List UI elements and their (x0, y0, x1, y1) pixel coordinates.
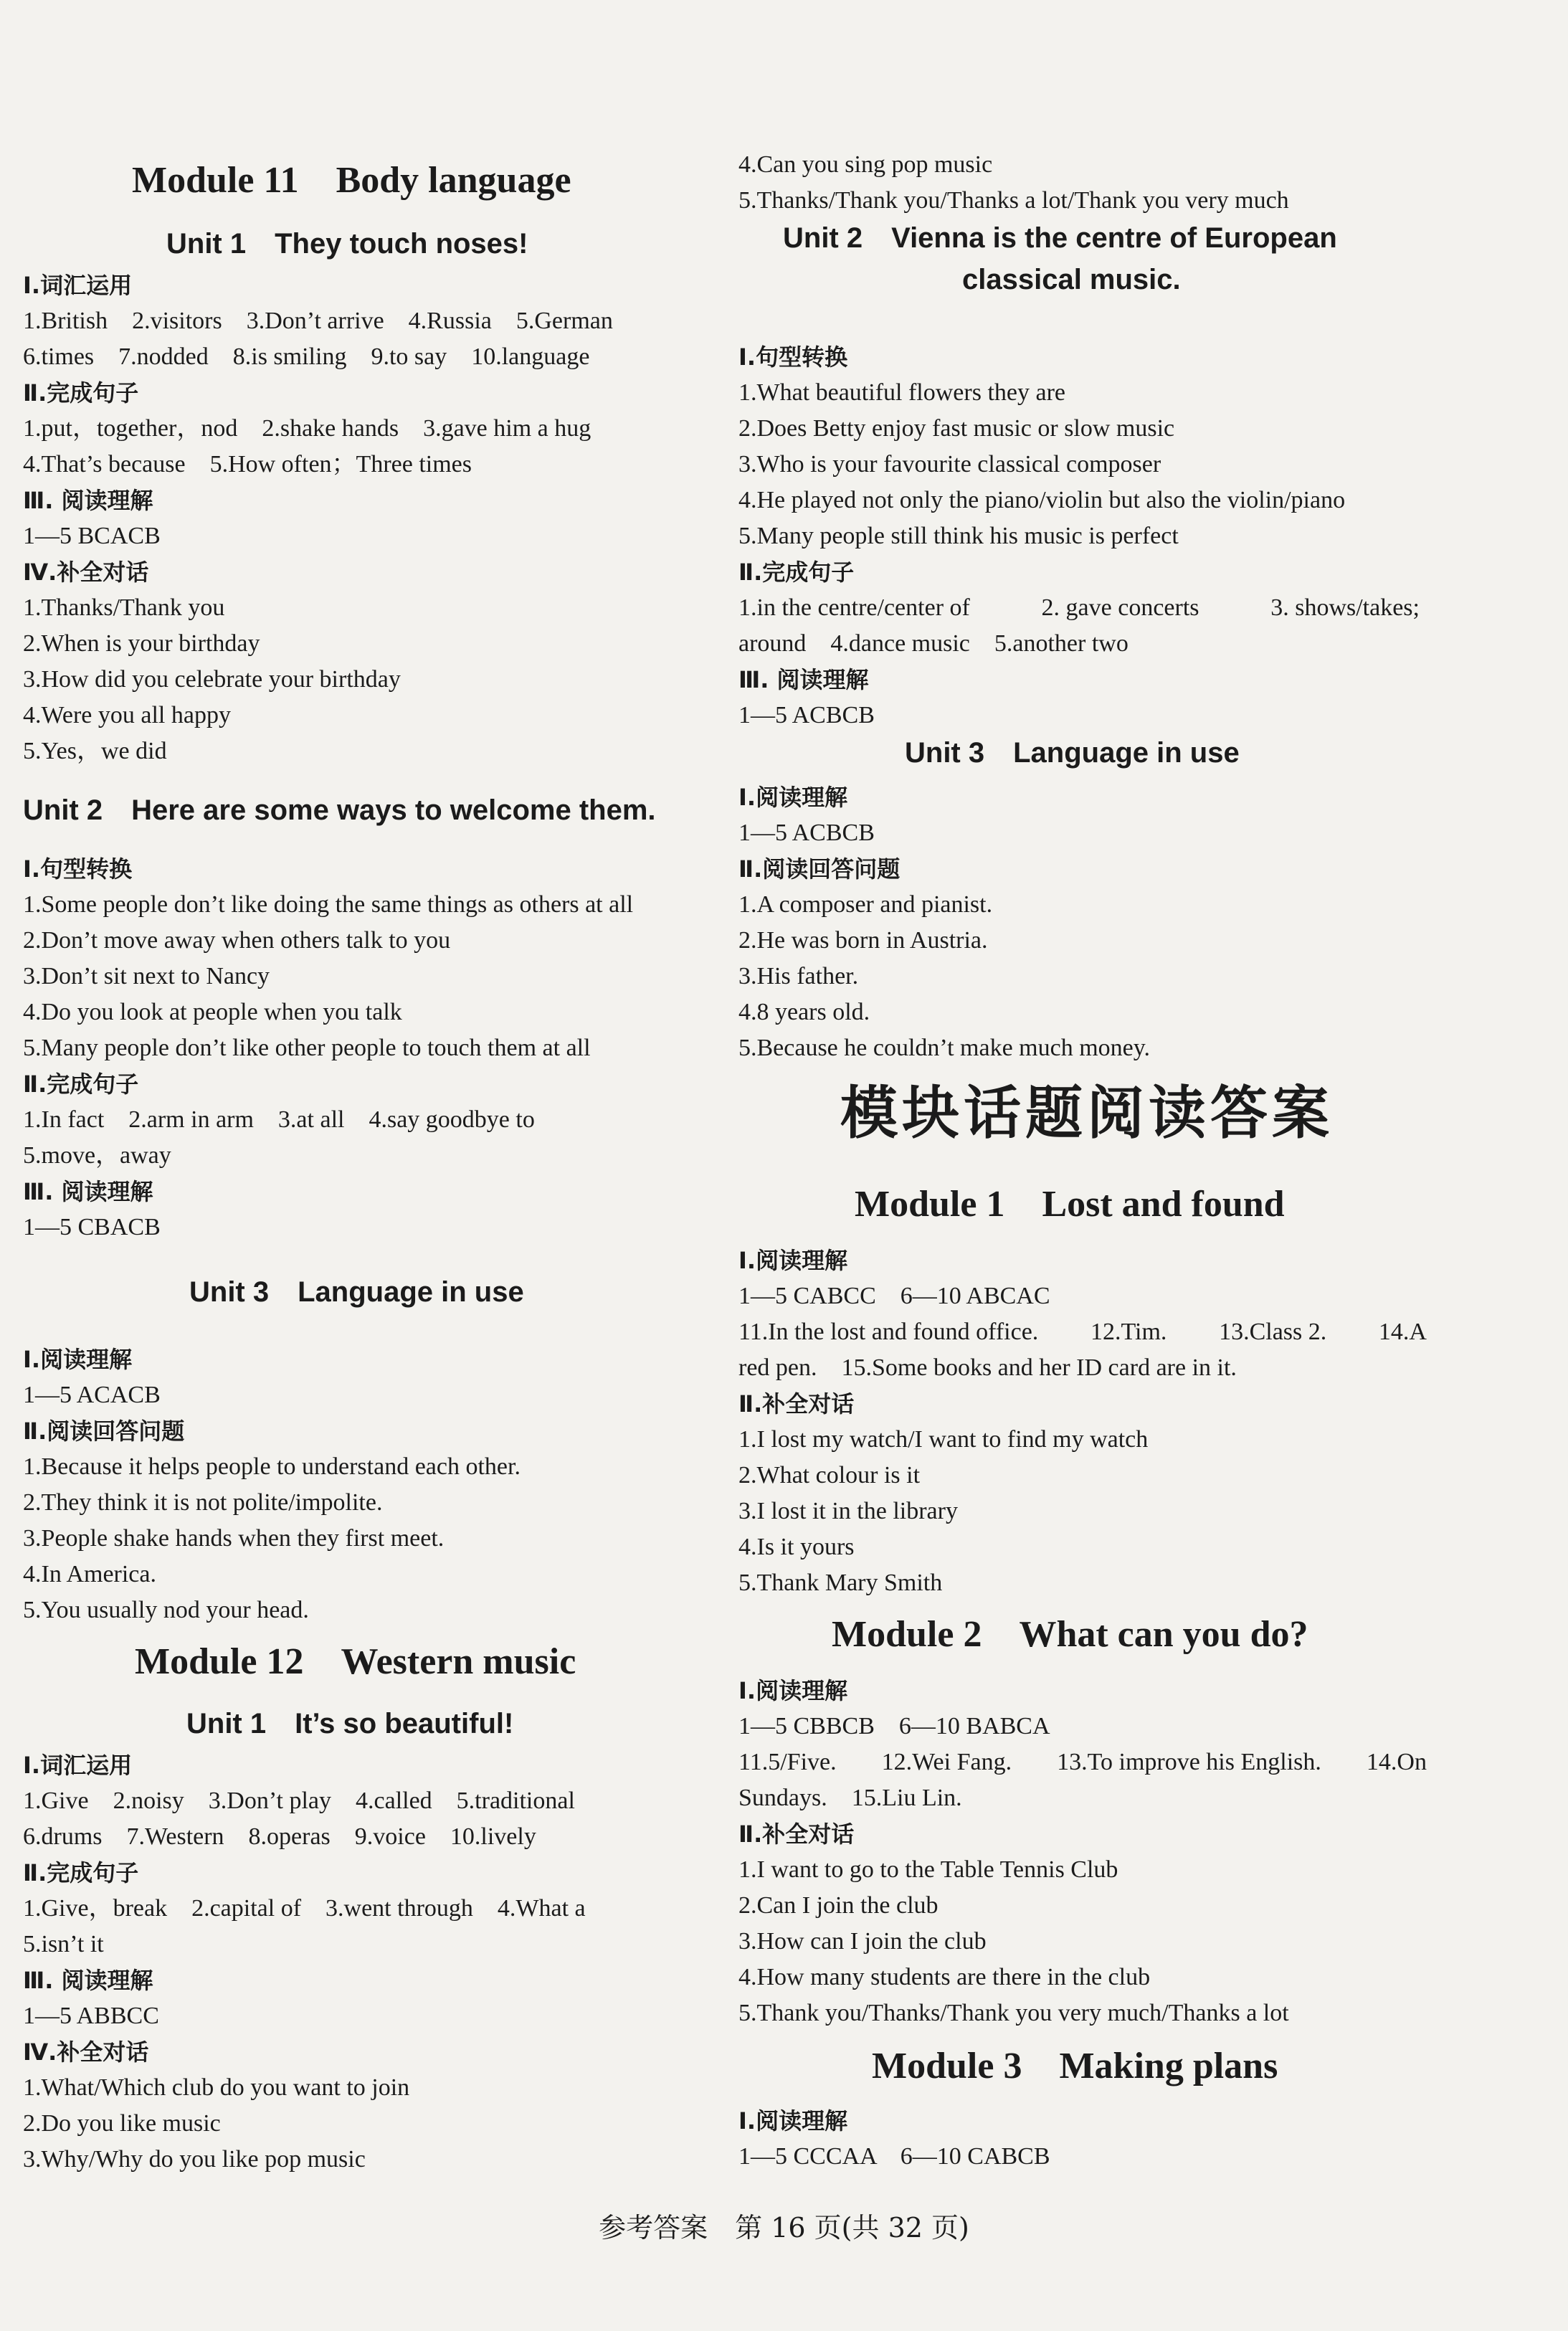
answer-item: 2. gave concerts (1041, 594, 1199, 621)
section-heading: Ⅲ. 阅读理解 (738, 666, 869, 693)
answer-line: 1.I want to go to the Table Tennis Club (738, 1856, 1118, 1883)
section-heading: Ⅱ.补全对话 (738, 1390, 855, 1418)
unit-title: Unit 1 It’s so beautiful! (186, 1708, 514, 1739)
answer-line: 2.When is your birthday (23, 630, 260, 657)
section-heading: Ⅲ. 阅读理解 (23, 1967, 153, 1994)
answer-item: 12.Wei Fang. (881, 1749, 1012, 1775)
answer-line: 1—5 CCCAA 6—10 CABCB (738, 2143, 1050, 2170)
unit-title: Unit 2 Vienna is the centre of European (783, 222, 1337, 254)
answer-line: 5.Thanks/Thank you/Thanks a lot/Thank you very much (738, 187, 1289, 214)
answer-line: 1.put，together，nod 2.shake hands 3.gave him a hug (23, 415, 591, 442)
section-heading: Ⅰ.句型转换 (738, 343, 848, 371)
answer-line: 3.Don’t sit next to Nancy (23, 963, 270, 989)
answer-line: 1—5 CABCC 6—10 ABCAC (738, 1283, 1050, 1309)
answer-line: 1.I lost my watch/I want to find my watch (738, 1426, 1149, 1453)
unit-title: Unit 1 They touch noses! (166, 228, 528, 260)
answer-item: 14.A (1378, 1319, 1427, 1345)
answer-line: 3.How did you celebrate your birthday (23, 666, 401, 693)
unit-title-continued: classical music. (962, 264, 1181, 295)
module-title: Module 2 What can you do? (832, 1614, 1308, 1655)
answer-line: 3.Who is your favourite classical composer (738, 451, 1161, 478)
answer-line: 1—5 BCACB (23, 523, 161, 549)
section-heading: Ⅳ.补全对话 (23, 559, 149, 586)
answer-item: 14.On (1366, 1749, 1427, 1775)
answer-line: 5.isn’t it (23, 1931, 104, 1957)
answer-line: 6.times 7.nodded 8.is smiling 9.to say 10.language (23, 343, 590, 370)
answer-line: 1.In fact 2.arm in arm 3.at all 4.say goodbye to (23, 1106, 535, 1133)
answer-line: 5.Thank you/Thanks/Thank you very much/Thanks a lot (738, 2000, 1289, 2026)
section-heading: Ⅲ. 阅读理解 (23, 487, 153, 514)
module-title: Module 12 Western music (135, 1641, 576, 1682)
answer-line: 5.Thank Mary Smith (738, 1570, 943, 1596)
module-title: Module 1 Lost and found (855, 1184, 1285, 1225)
answer-item: 11.5/Five. (738, 1749, 837, 1775)
answer-line (738, 1748, 1427, 1777)
section-heading: Ⅰ.词汇运用 (23, 1752, 133, 1779)
answer-line: 5.Many people don’t like other people to touch them at all (23, 1035, 591, 1061)
answer-line (738, 1318, 1427, 1347)
answer-line: around 4.dance music 5.another two (738, 630, 1129, 657)
section-heading: Ⅰ.阅读理解 (23, 1346, 133, 1373)
answer-line: 3.I lost it in the library (738, 1498, 958, 1524)
section-heading: Ⅰ.阅读理解 (738, 784, 848, 811)
answer-line: 4.Were you all happy (23, 702, 231, 728)
answer-line: 1—5 CBBCB 6—10 BABCA (738, 1713, 1050, 1739)
section-heading: Ⅱ.阅读回答问题 (23, 1418, 185, 1445)
page-footer: 参考答案 第 16 页(共 32 页) (599, 2212, 969, 2244)
answer-line: 1.Because it helps people to understand each other. (23, 1453, 521, 1480)
answer-line: 6.drums 7.Western 8.operas 9.voice 10.lively (23, 1823, 536, 1850)
answer-line: 5.You usually nod your head. (23, 1597, 309, 1623)
section-heading: Ⅰ.词汇运用 (23, 272, 133, 299)
answer-line: 3.Why/Why do you like pop music (23, 2146, 366, 2173)
module-title: Module 3 Making plans (872, 2046, 1278, 2086)
answer-line: 2.Does Betty enjoy fast music or slow music (738, 415, 1175, 442)
answer-line: 5.Many people still think his music is perfect (738, 523, 1179, 549)
answer-item: 11.In the lost and found office. (738, 1319, 1039, 1345)
answer-item: 3. shows/takes; (1270, 594, 1420, 621)
answer-line: 4.Is it yours (738, 1534, 855, 1560)
answer-line: 3.People shake hands when they first meet. (23, 1525, 445, 1552)
section-heading: Ⅱ.完成句子 (23, 1859, 139, 1886)
section-heading: Ⅰ.阅读理解 (738, 2107, 848, 2135)
answer-line: 1.Give，break 2.capital of 3.went through 4.What a (23, 1895, 586, 1922)
answer-line: 4.8 years old. (738, 999, 870, 1025)
answer-line: 4.Do you look at people when you talk (23, 999, 402, 1025)
answer-line: 5.Because he couldn’t make much money. (738, 1035, 1151, 1061)
section-heading: Ⅱ.完成句子 (23, 379, 139, 407)
answer-line: 1.Some people don’t like doing the same things as others at all (23, 891, 634, 918)
answer-item: 13.To improve his English. (1057, 1749, 1321, 1775)
answer-line: 1.A composer and pianist. (738, 891, 993, 918)
answer-item: 13.Class 2. (1219, 1319, 1327, 1345)
answer-line: 1—5 CBACB (23, 1214, 161, 1240)
answer-line: 5.move，away (23, 1142, 171, 1169)
unit-title: Unit 2 Here are some ways to welcome them. (23, 794, 656, 826)
module-title: Module 11 Body language (132, 160, 571, 201)
answer-line: 4.How many students are there in the club (738, 1964, 1151, 1990)
answer-line: 1.British 2.visitors 3.Don’t arrive 4.Russia 5.German (23, 308, 613, 334)
section-heading: Ⅰ.句型转换 (23, 855, 133, 883)
unit-title: Unit 3 Language in use (905, 737, 1240, 769)
answer-line: 4.That’s because 5.How often；Three times (23, 451, 472, 478)
section-heading: Ⅱ.补全对话 (738, 1820, 855, 1848)
answer-line: 2.What colour is it (738, 1462, 921, 1489)
answer-line: 2.Do you like music (23, 2110, 221, 2137)
answer-line: 3.His father. (738, 963, 859, 989)
answer-line: Sundays. 15.Liu Lin. (738, 1785, 962, 1811)
answer-line: 3.How can I join the club (738, 1928, 987, 1955)
answer-line: 4.In America. (23, 1561, 156, 1587)
answer-line: 2.He was born in Austria. (738, 927, 988, 954)
answer-line: 2.Don’t move away when others talk to you (23, 927, 451, 954)
section-heading: Ⅲ. 阅读理解 (23, 1178, 153, 1205)
answer-line: 2.Can I join the club (738, 1892, 939, 1919)
unit-title: Unit 3 Language in use (189, 1276, 524, 1308)
answer-line: 1—5 ACBCB (738, 702, 875, 728)
section-heading: Ⅰ.阅读理解 (738, 1247, 848, 1274)
answer-line: 4.Can you sing pop music (738, 151, 993, 178)
answer-line: 1—5 ACACB (23, 1382, 161, 1408)
answer-line: 1.Give 2.noisy 3.Don’t play 4.called 5.traditional (23, 1788, 575, 1814)
answer-line: 1—5 ABBCC (23, 2003, 159, 2029)
answer-item: 1.in the centre/center of (738, 594, 970, 621)
answer-line (738, 594, 1420, 622)
answer-line: 1.What/Which club do you want to join (23, 2074, 410, 2101)
answer-item: 12.Tim. (1090, 1319, 1167, 1345)
section-heading: Ⅰ.阅读理解 (738, 1677, 848, 1704)
answer-line: 1—5 ACBCB (738, 820, 875, 846)
answer-line: red pen. 15.Some books and her ID card are in it. (738, 1354, 1237, 1381)
section-heading: Ⅱ.阅读回答问题 (738, 855, 901, 883)
section-heading: Ⅱ.完成句子 (738, 559, 855, 586)
answer-line: 5.Yes，we did (23, 738, 167, 764)
answer-line: 1.Thanks/Thank you (23, 594, 225, 621)
section-heading: Ⅳ.补全对话 (23, 2038, 149, 2066)
answer-line: 2.They think it is not polite/impolite. (23, 1489, 383, 1516)
answer-line: 4.He played not only the piano/violin but also the violin/piano (738, 487, 1346, 513)
topic-reading-title: 模块话题阅读答案 (840, 1080, 1334, 1146)
section-heading: Ⅱ.完成句子 (23, 1070, 139, 1098)
answer-line: 1.What beautiful flowers they are (738, 379, 1065, 406)
